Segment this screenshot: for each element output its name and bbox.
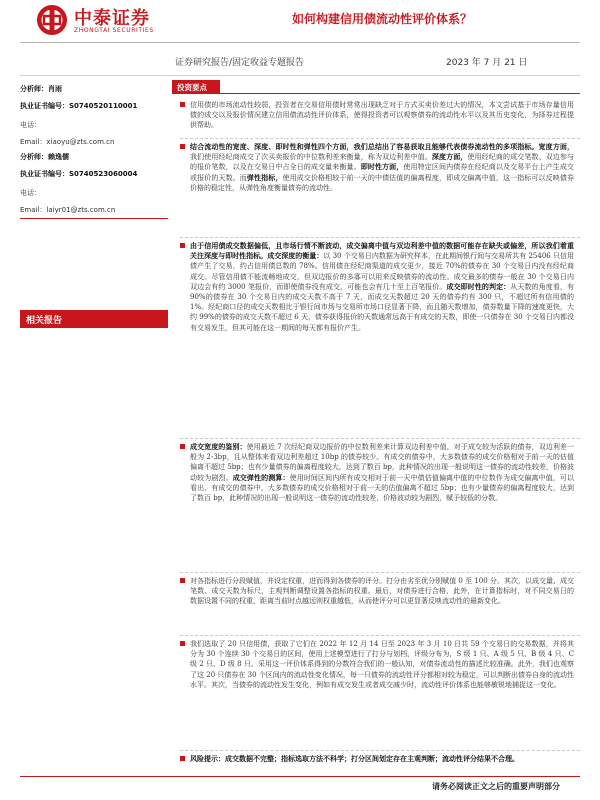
report-type: 证券研究报告/固定收益专题报告: [175, 58, 305, 68]
analyst-phone: 电话：: [20, 121, 41, 129]
cert-number: S0740523060004: [69, 170, 138, 178]
section-divider: [180, 237, 580, 238]
analyst-role-line: [20, 152, 69, 162]
section-divider: [180, 750, 580, 751]
key-point-paragraph: 成交宽度的鉴别：使用最近 7 次经纪商双边报价的中位数利差来计算双边利差中值，对于成交较为活跃的债券，双边利差一般为 2-3bp，且从整体来看双边利差超过 10bp 的债券较少。有成交的债券中，大多数债券的成交价格相对于前一天的估值偏离不超过 5bp；也有少量债券的偏离程度较大，达到了数百 bp，此种情况的出现一般说明这一债券的流动性较差，价格波动较为剧烈。成交弹性的测算：使用时间区间内所有成交相对于前一天中债估值偏离中值的中位数作为成交偏离中值，可以看出，有成交的债券中，大多数债券的成交价格相对于前一天的估值偏离不超过 5bp；也有少量债券的偏离程度较大，达到了数百 bp，此种情况的出现一般说明这一债券的流动性较差，价格波动较为剧烈，赋予较低的分数。: [180, 442, 580, 503]
section-divider: [180, 572, 580, 573]
footer-divider: [20, 776, 580, 777]
zhongtai-logo-icon: [36, 4, 68, 36]
related-reports-header: 相关报告: [20, 310, 168, 328]
footer-disclaimer: 请务必阅读正文之后的重要声明部分: [432, 782, 560, 791]
analyst-cert-line: [20, 101, 137, 111]
analyst-email-line: [20, 205, 115, 215]
analyst-role: 分析师：: [20, 85, 48, 93]
key-point-paragraph: 对各指标进行分段赋值，并设定权重，进而得到各债券的评分。打分由劣至优分别赋值 0 至 100 分。其次，以成交量、成交笔数、成交天数为标尺，主观判断调整设置各指标的权重。最后，对债券进行合格，此外，在计算指标时，对不同交易日的数据设置不同的权重，距离当前时点越远则权重越低，从而使评分可以更显著反映流动性的最新变化。: [180, 576, 580, 607]
key-point-paragraph: 结合流动性的宽度、深度、即时性和弹性四个方面，我们总结出了容易获取且能够代表债券流动性的多项指标。宽度方面，我们使用经纪商成交了次买卖报价的中位数利差来衡量，称为双边利差中值。深度方面，使用经纪商的成交笔数、双边参与的报价笔数，以及在交易日中占全日的成交量来衡量。即时性方面，使用特定区间内债券在经纪商以及交易平台上产生成交或报价的天数。而弹性指标，使用成交价格相较于前一天的中债估值的偏离程度，即成交偏离中值，这一指标可以反映债券价格的稳定性，从弹性角度衡量债券的流动性。: [180, 142, 580, 193]
analyst-role: 分析师：: [20, 153, 48, 161]
key-points-tag: 投资要点: [172, 80, 220, 94]
brand-logo: [36, 2, 156, 40]
analyst-role-line: [20, 84, 62, 94]
brand-name-en: ZHONGTAI SECURITIES: [74, 27, 154, 34]
email-label: Email：: [20, 206, 47, 214]
email-link[interactable]: xiaoyu@zts.com.cn: [46, 138, 115, 146]
cert-label: 执业证书编号：: [20, 102, 69, 110]
analyst-name: 肖雨: [48, 85, 62, 93]
analyst-phone: 电话：: [20, 189, 41, 197]
email-link[interactable]: laiyr01@zts.com.cn: [46, 206, 116, 214]
key-points-underline: [220, 93, 580, 94]
section-divider: [180, 438, 580, 439]
section-divider: [180, 138, 580, 139]
key-point-paragraph: 我们选取了 20 只信用债，获取了它们在 2022 年 12 月 14 日至 2023 年 3 月 10 日共 59 个交易日的交易数据，并将其分为 30 个连续 30 个交易日的区间，使用上述模型进行了打分与划档，评级分布为，S 级 1 只、A 级 5 只、B 级 4 只、C 级 2 只、D 级 8 只。采用这一评价体系得到的分数符合我们的一般认知，对债券流动性的描述比较准确。此外，我们也观察了这 20 只债券在 30 个区间内的流动性变化情况，每一只债券的流动性评分都相对较为稳定，可以判断出债券自身的流动性水平。其次，当债券的流动性发生变化，例如有成交发生或者成交减少时，流动性评价体系也能够敏锐地捕捉这一变化。: [180, 639, 580, 690]
sidebar-divider: [20, 218, 168, 219]
risk-warning: 风险提示：成交数据不完整；指标选取方法不科学；打分区间划定存在主观判断；流动性评分结果不合理。: [180, 754, 580, 764]
brand-name-cn: 中泰证券: [74, 8, 150, 29]
section-divider: [180, 635, 580, 636]
document-title: 如何构建信用债流动性评价体系？: [292, 12, 473, 26]
email-label: Email：: [20, 138, 47, 146]
analyst-name: 赖逸儒: [48, 153, 69, 161]
cert-number: S0740520110001: [69, 102, 138, 110]
report-date: 2023 年 7 月 21 日: [446, 58, 528, 68]
cert-label: 执业证书编号：: [20, 170, 69, 178]
analyst-cert-line: [20, 169, 137, 179]
header-divider: [20, 42, 580, 43]
key-point-paragraph: 由于信用债成交数据偏低，且市场行情不断波动，成交偏离中值与双边利差中值的数据可能存在缺失或偏差，所以我们着重关注深度与即时性指标。成交深度的衡量：以 30 个交易日内数据为研究样本，在此期间银行间与交易所共有 25406 只信用债产生了交易，约占信用债总数的 78%。信用债在经纪商渠道的成交更少，接近 70%的债券在 30 个交易日内没有经纪商成交。尽管信用债不能流畅地成交，但双边报价的多寡可以用来反映债券的流动性。成交最多的债券一般在 30 个交易日内双边会有约 3000 笔报价，而即使债券没有成交，可能也会有几十至上百笔报价。成交即时性的判定：从天数的角度看，有 90%的债券在 30 个交易日内的成交天数不高于 7 天，而成交天数超过 20 天的债券约有 300 只，不超过所有信用债的 1%。经纪商口径的成交天数相比于银行间市场与交易所市场口径显著下降，而且随天数增加，债券数量下降的速度更快，大约 99%的债券的成交天数不超过 6 天，债券获得报价的天数通常远高于有成交的天数，即使一只债券在 30 个交易日内都没有交易发生，但其可能在这一期间的每天都有报价产生。: [180, 241, 580, 333]
key-point-paragraph: 信用债的市场流动性较弱，投资者在交易信用债时常常出现缺乏对于方式买卖价差过大的情况，本文尝试基于市场存量信用债的成交以及报价情况建立信用债流动性评价体系，使得投资者可以观察债券的流动性水平以及其历史变化，为择券过程提供帮助。: [180, 100, 580, 131]
subheader-divider: [20, 75, 580, 76]
analyst-email-line: [20, 137, 114, 147]
